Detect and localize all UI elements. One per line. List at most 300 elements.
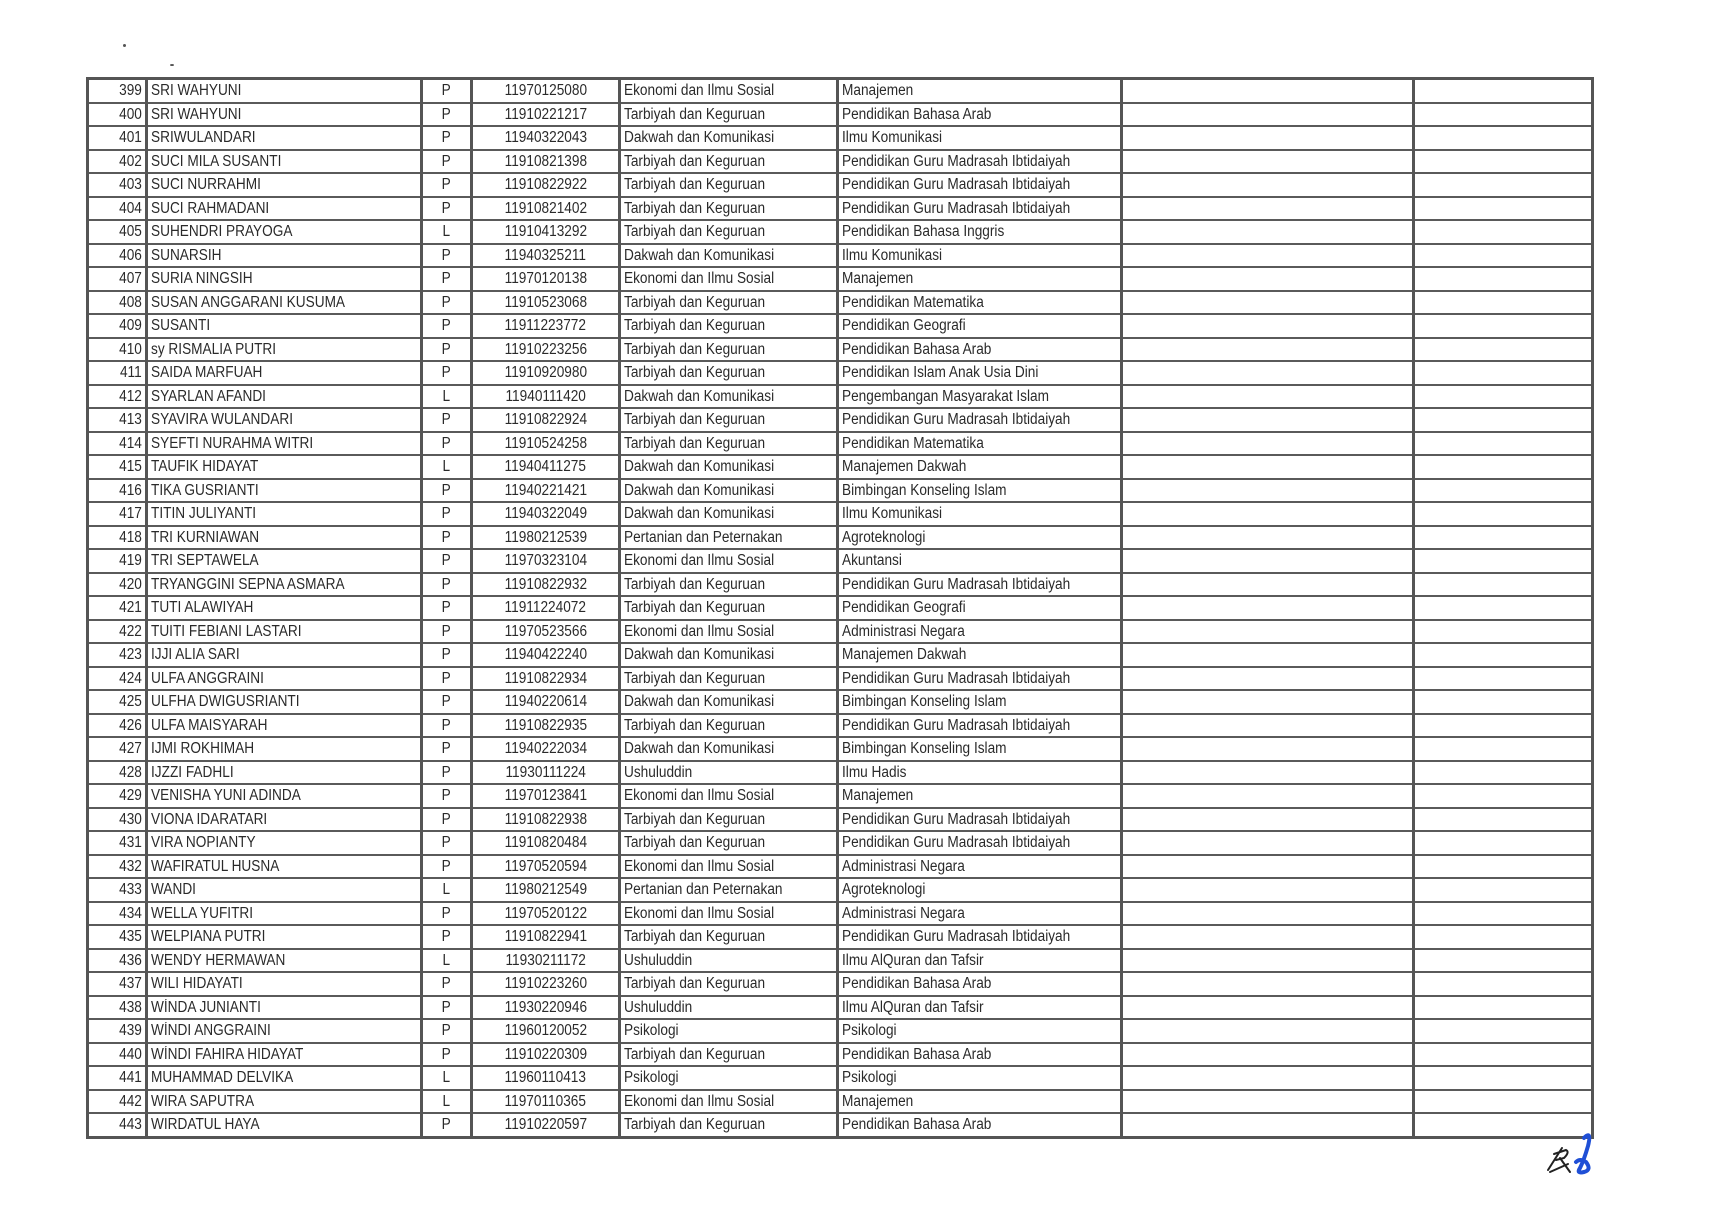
- cell-blank1: [1122, 949, 1414, 973]
- cell-blank1: [1122, 737, 1414, 761]
- cell-blank2: [1414, 103, 1593, 127]
- name-text: sy RISMALIA PUTRI: [151, 340, 277, 358]
- no-text: 441: [119, 1069, 142, 1087]
- cell-no: [88, 291, 147, 315]
- no-text: 429: [119, 787, 142, 805]
- faculty-text: Ekonomi dan Ilmu Sosial: [624, 857, 775, 875]
- cell-blank2: [1414, 996, 1593, 1020]
- cell-gender: [422, 1066, 472, 1090]
- no-text: 405: [119, 223, 142, 241]
- cell-program: [838, 479, 1122, 503]
- name-text: WELLA YUFITRI: [151, 904, 254, 922]
- cell-nim: [472, 526, 620, 550]
- program-text: Pendidikan Guru Madrasah Ibtidaiyah: [842, 716, 1071, 734]
- name-text: SUSAN ANGGARANI KUSUMA: [151, 293, 346, 311]
- name-text: IJMI ROKHIMAH: [151, 740, 255, 758]
- cell-program: [838, 173, 1122, 197]
- program-text: Pendidikan Guru Madrasah Ibtidaiyah: [842, 928, 1071, 946]
- cell-no: [88, 455, 147, 479]
- faculty-text: Dakwah dan Komunikasi: [624, 693, 775, 711]
- cell-gender: [422, 455, 472, 479]
- faculty-text: Tarbiyah dan Keguruan: [624, 716, 766, 734]
- nim-text: 11910821398: [504, 152, 587, 170]
- no-text: 428: [119, 763, 142, 781]
- table-row: [88, 878, 1593, 902]
- scan-speck: [170, 64, 174, 66]
- cell-blank1: [1122, 855, 1414, 879]
- cell-blank1: [1122, 573, 1414, 597]
- cell-faculty: [620, 573, 838, 597]
- cell-blank2: [1414, 808, 1593, 832]
- gender-text: P: [441, 928, 452, 946]
- cell-program: [838, 855, 1122, 879]
- nim-text: 11940411275: [504, 458, 587, 476]
- cell-program: [838, 972, 1122, 996]
- cell-name: [147, 338, 422, 362]
- faculty-text: Tarbiyah dan Keguruan: [624, 340, 766, 358]
- gender-text: L: [442, 881, 451, 899]
- scan-speck: [123, 44, 126, 47]
- cell-program: [838, 925, 1122, 949]
- program-text: Agroteknologi: [842, 881, 926, 899]
- program-text: Pendidikan Geografi: [842, 599, 966, 617]
- cell-blank2: [1414, 432, 1593, 456]
- cell-nim: [472, 455, 620, 479]
- name-text: ULFA ANGGRAINI: [151, 669, 264, 687]
- table-row: [88, 690, 1593, 714]
- faculty-text: Dakwah dan Komunikasi: [624, 646, 775, 664]
- cell-gender: [422, 1113, 472, 1137]
- cell-blank2: [1414, 291, 1593, 315]
- no-text: 442: [119, 1092, 142, 1110]
- cell-nim: [472, 408, 620, 432]
- cell-name: [147, 502, 422, 526]
- no-text: 435: [119, 928, 142, 946]
- cell-no: [88, 1019, 147, 1043]
- cell-no: [88, 878, 147, 902]
- faculty-text: Psikologi: [624, 1069, 679, 1087]
- faculty-text: Dakwah dan Komunikasi: [624, 505, 775, 523]
- program-text: Agroteknologi: [842, 528, 926, 546]
- cell-blank2: [1414, 737, 1593, 761]
- name-text: SRIWULANDARI: [151, 129, 256, 147]
- no-text: 432: [119, 857, 142, 875]
- nim-text: 11910820484: [504, 834, 587, 852]
- no-text: 410: [119, 340, 142, 358]
- faculty-text: Ekonomi dan Ilmu Sosial: [624, 552, 775, 570]
- faculty-text: Ushuluddin: [624, 763, 693, 781]
- name-text: SYARLAN AFANDI: [151, 387, 266, 405]
- cell-faculty: [620, 267, 838, 291]
- cell-gender: [422, 831, 472, 855]
- cell-gender: [422, 972, 472, 996]
- cell-nim: [472, 808, 620, 832]
- faculty-text: Ekonomi dan Ilmu Sosial: [624, 1092, 775, 1110]
- cell-name: [147, 197, 422, 221]
- cell-faculty: [620, 549, 838, 573]
- cell-program: [838, 949, 1122, 973]
- cell-blank1: [1122, 643, 1414, 667]
- cell-gender: [422, 949, 472, 973]
- cell-gender: [422, 173, 472, 197]
- cell-blank1: [1122, 432, 1414, 456]
- name-text: SAIDA MARFUAH: [151, 364, 263, 382]
- cell-program: [838, 831, 1122, 855]
- table-row: [88, 197, 1593, 221]
- table-row: [88, 79, 1593, 103]
- table-row: [88, 267, 1593, 291]
- cell-blank1: [1122, 878, 1414, 902]
- cell-blank1: [1122, 244, 1414, 268]
- cell-blank1: [1122, 126, 1414, 150]
- cell-no: [88, 173, 147, 197]
- no-text: 420: [119, 575, 142, 593]
- gender-text: P: [441, 740, 452, 758]
- cell-faculty: [620, 996, 838, 1020]
- faculty-text: Dakwah dan Komunikasi: [624, 481, 775, 499]
- cell-name: [147, 996, 422, 1020]
- cell-program: [838, 244, 1122, 268]
- cell-nim: [472, 643, 620, 667]
- cell-no: [88, 267, 147, 291]
- table-row: [88, 385, 1593, 409]
- name-text: IJZZI FADHLI: [151, 763, 234, 781]
- gender-text: P: [441, 975, 452, 993]
- cell-blank2: [1414, 79, 1593, 103]
- cell-no: [88, 737, 147, 761]
- cell-nim: [472, 761, 620, 785]
- program-text: Ilmu Komunikasi: [842, 505, 943, 523]
- program-text: Pendidikan Guru Madrasah Ibtidaiyah: [842, 152, 1071, 170]
- cell-name: [147, 925, 422, 949]
- cell-gender: [422, 573, 472, 597]
- gender-text: P: [441, 293, 452, 311]
- cell-blank2: [1414, 878, 1593, 902]
- name-text: SYEFTI NURAHMA WITRI: [151, 434, 314, 452]
- cell-name: [147, 1113, 422, 1137]
- cell-faculty: [620, 126, 838, 150]
- faculty-text: Ekonomi dan Ilmu Sosial: [624, 82, 775, 100]
- table-row: [88, 784, 1593, 808]
- cell-blank2: [1414, 314, 1593, 338]
- nim-text: 11940422240: [504, 646, 587, 664]
- cell-program: [838, 220, 1122, 244]
- cell-no: [88, 573, 147, 597]
- program-text: Pendidikan Geografi: [842, 317, 966, 335]
- nim-text: 11930111224: [505, 763, 586, 781]
- cell-no: [88, 831, 147, 855]
- cell-nim: [472, 690, 620, 714]
- cell-gender: [422, 925, 472, 949]
- cell-name: [147, 1090, 422, 1114]
- no-text: 427: [119, 740, 142, 758]
- gender-text: L: [442, 951, 451, 969]
- table-row: [88, 925, 1593, 949]
- gender-text: P: [441, 810, 452, 828]
- program-text: Ilmu Komunikasi: [842, 246, 943, 264]
- cell-gender: [422, 197, 472, 221]
- nim-text: 11970120138: [504, 270, 587, 288]
- no-text: 408: [119, 293, 142, 311]
- cell-blank2: [1414, 479, 1593, 503]
- no-text: 409: [119, 317, 142, 335]
- cell-name: [147, 79, 422, 103]
- cell-gender: [422, 1019, 472, 1043]
- cell-faculty: [620, 244, 838, 268]
- table-row: [88, 1090, 1593, 1114]
- cell-no: [88, 996, 147, 1020]
- cell-nim: [472, 1090, 620, 1114]
- cell-gender: [422, 996, 472, 1020]
- cell-blank2: [1414, 361, 1593, 385]
- cell-no: [88, 1043, 147, 1067]
- roster-body: [88, 79, 1593, 1138]
- table-row: [88, 126, 1593, 150]
- cell-program: [838, 808, 1122, 832]
- program-text: Pendidikan Guru Madrasah Ibtidaiyah: [842, 669, 1071, 687]
- cell-name: [147, 103, 422, 127]
- nim-text: 11940222034: [504, 740, 587, 758]
- cell-gender: [422, 244, 472, 268]
- gender-text: P: [441, 904, 452, 922]
- cell-program: [838, 1043, 1122, 1067]
- cell-program: [838, 573, 1122, 597]
- cell-nim: [472, 291, 620, 315]
- faculty-text: Ekonomi dan Ilmu Sosial: [624, 270, 775, 288]
- cell-blank2: [1414, 1066, 1593, 1090]
- cell-no: [88, 549, 147, 573]
- cell-blank2: [1414, 150, 1593, 174]
- cell-blank1: [1122, 784, 1414, 808]
- table-row: [88, 667, 1593, 691]
- faculty-text: Tarbiyah dan Keguruan: [624, 599, 766, 617]
- program-text: Pendidikan Bahasa Arab: [842, 975, 992, 993]
- no-text: 421: [119, 599, 142, 617]
- cell-faculty: [620, 291, 838, 315]
- cell-faculty: [620, 737, 838, 761]
- cell-name: [147, 432, 422, 456]
- name-text: ULFA MAISYARAH: [151, 716, 268, 734]
- table-row: [88, 714, 1593, 738]
- program-text: Administrasi Negara: [842, 904, 965, 922]
- gender-text: P: [441, 1116, 452, 1134]
- cell-nim: [472, 150, 620, 174]
- cell-name: [147, 455, 422, 479]
- name-text: SUNARSIH: [151, 246, 222, 264]
- cell-program: [838, 361, 1122, 385]
- nim-text: 11910822935: [504, 716, 587, 734]
- name-text: SRI WAHYUNI: [151, 82, 242, 100]
- cell-blank1: [1122, 620, 1414, 644]
- name-text: WANDI: [151, 881, 196, 899]
- cell-blank2: [1414, 385, 1593, 409]
- cell-name: [147, 573, 422, 597]
- cell-faculty: [620, 502, 838, 526]
- cell-faculty: [620, 972, 838, 996]
- gender-text: P: [441, 998, 452, 1016]
- name-text: WAFIRATUL HUSNA: [151, 857, 280, 875]
- cell-faculty: [620, 925, 838, 949]
- cell-nim: [472, 1043, 620, 1067]
- cell-name: [147, 878, 422, 902]
- gender-text: L: [442, 387, 451, 405]
- cell-no: [88, 972, 147, 996]
- no-text: 440: [119, 1045, 142, 1063]
- gender-text: P: [441, 857, 452, 875]
- program-text: Akuntansi: [842, 552, 902, 570]
- gender-text: P: [441, 434, 452, 452]
- nim-text: 11910822932: [504, 575, 587, 593]
- faculty-text: Tarbiyah dan Keguruan: [624, 293, 766, 311]
- nim-text: 11910223260: [504, 975, 587, 993]
- nim-text: 11940322049: [504, 505, 587, 523]
- cell-no: [88, 361, 147, 385]
- cell-name: [147, 361, 422, 385]
- cell-faculty: [620, 197, 838, 221]
- cell-program: [838, 408, 1122, 432]
- program-text: Pendidikan Guru Madrasah Ibtidaiyah: [842, 834, 1071, 852]
- cell-program: [838, 996, 1122, 1020]
- cell-nim: [472, 855, 620, 879]
- faculty-text: Tarbiyah dan Keguruan: [624, 975, 766, 993]
- cell-nim: [472, 831, 620, 855]
- cell-no: [88, 479, 147, 503]
- cell-nim: [472, 620, 620, 644]
- cell-program: [838, 761, 1122, 785]
- cell-blank1: [1122, 996, 1414, 1020]
- cell-faculty: [620, 949, 838, 973]
- cell-program: [838, 1019, 1122, 1043]
- cell-program: [838, 455, 1122, 479]
- cell-blank2: [1414, 667, 1593, 691]
- no-text: 401: [119, 129, 142, 147]
- cell-no: [88, 808, 147, 832]
- gender-text: P: [441, 129, 452, 147]
- table-row: [88, 455, 1593, 479]
- cell-blank2: [1414, 455, 1593, 479]
- table-row: [88, 831, 1593, 855]
- cell-gender: [422, 267, 472, 291]
- cell-faculty: [620, 714, 838, 738]
- cell-faculty: [620, 338, 838, 362]
- faculty-text: Tarbiyah dan Keguruan: [624, 834, 766, 852]
- cell-gender: [422, 479, 472, 503]
- table-row: [88, 502, 1593, 526]
- gender-text: P: [441, 270, 452, 288]
- program-text: Pendidikan Bahasa Arab: [842, 340, 992, 358]
- cell-blank1: [1122, 1113, 1414, 1137]
- cell-faculty: [620, 150, 838, 174]
- cell-nim: [472, 949, 620, 973]
- cell-name: [147, 173, 422, 197]
- faculty-text: Tarbiyah dan Keguruan: [624, 317, 766, 335]
- program-text: Pendidikan Bahasa Inggris: [842, 223, 1005, 241]
- no-text: 434: [119, 904, 142, 922]
- cell-blank1: [1122, 220, 1414, 244]
- no-text: 443: [119, 1116, 142, 1134]
- name-text: WIRDATUL HAYA: [151, 1116, 260, 1134]
- cell-blank2: [1414, 1043, 1593, 1067]
- cell-no: [88, 220, 147, 244]
- name-text: VENISHA YUNI ADINDA: [151, 787, 301, 805]
- cell-gender: [422, 737, 472, 761]
- cell-nim: [472, 902, 620, 926]
- program-text: Manajemen: [842, 787, 914, 805]
- table-row: [88, 996, 1593, 1020]
- cell-gender: [422, 643, 472, 667]
- program-text: Bimbingan Konseling Islam: [842, 693, 1007, 711]
- cell-program: [838, 502, 1122, 526]
- cell-nim: [472, 784, 620, 808]
- cell-blank1: [1122, 455, 1414, 479]
- cell-program: [838, 690, 1122, 714]
- cell-gender: [422, 596, 472, 620]
- program-text: Pendidikan Matematika: [842, 434, 984, 452]
- cell-no: [88, 103, 147, 127]
- cell-name: [147, 1043, 422, 1067]
- program-text: Manajemen: [842, 1092, 914, 1110]
- cell-blank1: [1122, 714, 1414, 738]
- cell-faculty: [620, 526, 838, 550]
- no-text: 425: [119, 693, 142, 711]
- name-text: WÍNDI ANGGRAINI: [151, 1022, 271, 1040]
- no-text: 419: [119, 552, 142, 570]
- faculty-text: Tarbiyah dan Keguruan: [624, 575, 766, 593]
- cell-nim: [472, 220, 620, 244]
- name-text: SURIA NINGSIH: [151, 270, 253, 288]
- cell-gender: [422, 761, 472, 785]
- cell-no: [88, 526, 147, 550]
- name-text: TRYANGGINI SEPNA ASMARA: [151, 575, 345, 593]
- program-text: Pendidikan Matematika: [842, 293, 984, 311]
- table-row: [88, 103, 1593, 127]
- cell-faculty: [620, 878, 838, 902]
- gender-text: P: [441, 528, 452, 546]
- cell-name: [147, 620, 422, 644]
- table-row: [88, 244, 1593, 268]
- cell-gender: [422, 714, 472, 738]
- nim-text: 11940111420: [505, 387, 586, 405]
- table-row: [88, 737, 1593, 761]
- signature-initials-icon: [1540, 1128, 1620, 1188]
- name-text: SUCI RAHMADANI: [151, 199, 270, 217]
- cell-nim: [472, 103, 620, 127]
- cell-no: [88, 432, 147, 456]
- cell-program: [838, 1090, 1122, 1114]
- table-row: [88, 761, 1593, 785]
- no-text: 438: [119, 998, 142, 1016]
- nim-text: 11911224072: [504, 599, 587, 617]
- cell-gender: [422, 385, 472, 409]
- cell-program: [838, 784, 1122, 808]
- program-text: Pendidikan Guru Madrasah Ibtidaiyah: [842, 810, 1071, 828]
- gender-text: P: [441, 716, 452, 734]
- cell-no: [88, 1090, 147, 1114]
- table-row: [88, 150, 1593, 174]
- cell-name: [147, 714, 422, 738]
- cell-blank2: [1414, 596, 1593, 620]
- nim-text: 11930220946: [504, 998, 587, 1016]
- cell-blank1: [1122, 314, 1414, 338]
- cell-faculty: [620, 1090, 838, 1114]
- cell-name: [147, 902, 422, 926]
- nim-text: 11970125080: [504, 82, 587, 100]
- nim-text: 11970523566: [504, 622, 587, 640]
- faculty-text: Tarbiyah dan Keguruan: [624, 928, 766, 946]
- name-text: WILI HIDAYATI: [151, 975, 243, 993]
- no-text: 416: [119, 481, 142, 499]
- cell-blank2: [1414, 784, 1593, 808]
